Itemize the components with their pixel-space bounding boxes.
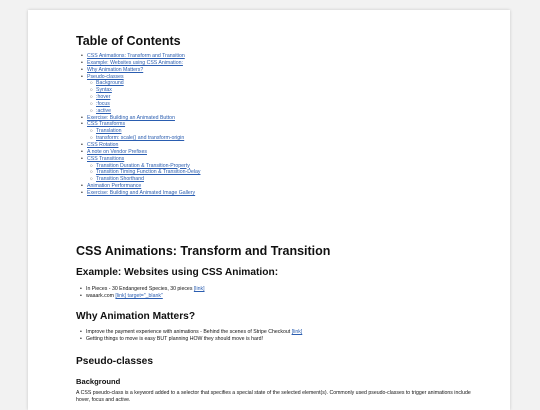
toc-link[interactable]: Exercise: Building and Animated Image Gallery [87, 189, 196, 196]
toc-item [76, 121, 200, 128]
document-page [28, 10, 510, 410]
toc-heading: Table of Contents [76, 34, 181, 48]
list-item: • waaark.com [link] target="_blank" [76, 293, 205, 300]
toc-item [76, 108, 200, 115]
toc-link[interactable]: :hover [96, 94, 111, 101]
link[interactable]: [link] [193, 286, 205, 292]
toc-item [76, 190, 200, 197]
why-list [76, 329, 302, 343]
toc-link[interactable]: :active [96, 107, 111, 114]
toc-link[interactable]: Background [96, 80, 124, 87]
toc-link[interactable]: CSS Rotation [87, 141, 119, 148]
toc-item [76, 163, 200, 170]
toc-item [76, 101, 200, 108]
toc-item [76, 115, 200, 122]
toc-item [76, 94, 200, 101]
toc-link[interactable]: Why Animation Matters? [87, 66, 144, 73]
toc-item [76, 53, 200, 60]
toc-link[interactable]: CSS Animations: Transform and Transition [87, 53, 185, 59]
link[interactable]: [link] target="_blank" [115, 293, 163, 299]
toc-link[interactable]: Exercise: Building an Animated Button [87, 114, 175, 121]
main-title: CSS Animations: Transform and Transition [76, 244, 331, 258]
background-paragraph: A CSS pseudo-class is a keyword added to a selector that specifies a special state of the selected element(s). Commonly used pseudo-classes to trigger animations include hover, focus and active. [76, 390, 471, 403]
toc-item [76, 60, 200, 67]
list-item: • Improve the payment experience with animations - Behind the scenes of Stripe Checkout [link] [76, 329, 302, 336]
toc-item [76, 149, 200, 156]
link[interactable]: [link] [291, 329, 303, 335]
toc-item [76, 87, 200, 94]
table-of-contents [76, 53, 200, 197]
toc-item [76, 74, 200, 81]
toc-link[interactable]: Translation [96, 128, 122, 135]
toc-item [76, 142, 200, 149]
toc-link[interactable]: Transition Shorthand [96, 176, 144, 183]
toc-link[interactable]: Transition Timing Function & Transition-Delay [96, 169, 201, 176]
background-heading: Background [76, 377, 121, 386]
toc-link[interactable]: Animation Performance [87, 183, 142, 190]
toc-link[interactable]: Transition Duration & Transition-Property [96, 162, 190, 169]
toc-item [76, 128, 200, 135]
toc-item [76, 176, 200, 183]
toc-item [76, 67, 200, 74]
examples-heading: Example: Websites using CSS Animation: [76, 267, 279, 278]
why-heading: Why Animation Matters? [76, 311, 196, 322]
toc-item [76, 169, 200, 176]
toc-link[interactable]: Syntax [96, 87, 112, 94]
list-item: • Getting things to move is easy BUT planning HOW they should move is hard! [76, 336, 302, 343]
toc-link[interactable]: Example: Websites using CSS Animation: [87, 59, 183, 66]
list-item: • In Pieces - 30 Endangered Species, 30 pieces [link] [76, 286, 205, 293]
toc-link[interactable]: transform: scale() and transform-origin [96, 135, 185, 142]
toc-link[interactable]: :focus [96, 100, 110, 107]
toc-link[interactable]: CSS Transforms [87, 121, 126, 128]
toc-link[interactable]: Pseudo-classes [87, 73, 124, 80]
toc-link[interactable]: A note on Vendor Prefixes [87, 148, 147, 155]
examples-list [76, 286, 205, 300]
toc-item [76, 135, 200, 142]
toc-link[interactable]: CSS Transitions [87, 155, 125, 162]
pseudo-classes-heading: Pseudo-classes [76, 356, 154, 367]
toc-item [76, 156, 200, 163]
toc-item [76, 80, 200, 87]
toc-item [76, 183, 200, 190]
